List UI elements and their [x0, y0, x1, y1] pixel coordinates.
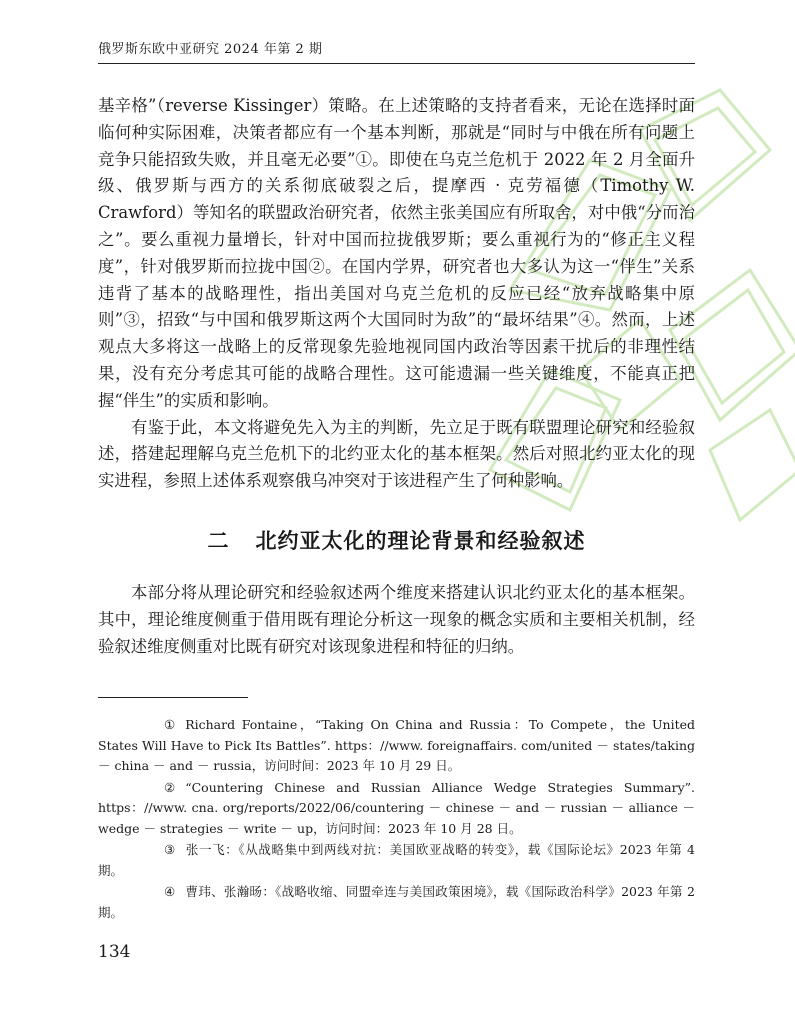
footnote-mark: ③ [164, 842, 176, 857]
running-head: 俄罗斯东欧中亚研究 2024 年第 2 期 [98, 42, 323, 57]
page-number: 134 [98, 942, 131, 962]
paragraph: 有鉴于此，本文将避免先入为主的判断，先立足于既有联盟理论研究和经验叙述，搭建起理解乌克兰危机下的北约亚太化的基本框架。然后对照北约亚太化的现实进程，参照上述体系观察俄乌冲突对于该进程产生了何种影响。 [98, 417, 695, 491]
section-number: 二 [207, 529, 230, 553]
footnote-mark: ① [164, 717, 176, 732]
paragraph: 基辛格”（reverse Kissinger）策略。在上述策略的支持者看来，无论在选择时面临何种实际困难，决策者都应有一个基本判断，那就是“同时与中俄在所有问题上竞争只能招致失败，并且毫无必要”①。即使在乌克兰危机于 2022 年 2 月全面升级、俄罗斯与西方的关系彻底破裂之后，提摩西 · 克劳福德（Timothy W. Crawford）等知名的联盟政治研究者，依然主张美国应有所取舍，对中俄“分而治之”。要么重视力量增长，针对中国而拉拢俄罗斯；要么重视行为的“修正主义程度”，针对俄罗斯而拉拢中国②。在国内学界，研究者也大多认为这一“伴生”关系违背了基本的战略理性，指出美国对乌克兰危机的反应已经“放弃战略集中原则”③，招致“与中国和俄罗斯这两个大国同时为敌”的“最坏结果”④。然而，上述观点大多将这一战略上的反常现象先验地视同国内政治等因素干扰后的非理性结果，没有充分考虑其可能的战略合理性。这可能遗漏一些关键维度，不能真正把握“伴生”的实质和影响。 [98, 96, 695, 410]
footnote-text: 张一飞：《从战略集中到两线对抗：美国欧亚战略的转变》，载《国际论坛》2023 年第 4 期。 [98, 842, 695, 878]
footnote-mark: ④ [164, 884, 176, 899]
footnote [98, 715, 695, 777]
footnote-text: “Countering Chinese and Russian Alliance Wedge Strategies Summary”. https：//www. cna. org/reports/2022/06/countering － chinese － and － russian － alliance － wedge － strategies － write － up，访问时间：2023 年 10 月 28 日。 [98, 779, 695, 836]
footnote-text: Richard Fontaine，“Taking On China and Russia：To Compete，the United States Will Have to Pick Its Battles”. https：//www. foreignaffairs. com/united － states/taking － china － and － russia，访问时间：2023 年 10 月 29 日。 [98, 717, 695, 773]
header-rule [98, 63, 695, 64]
footnote [98, 882, 695, 923]
footnotes [98, 715, 695, 924]
section-body [98, 580, 695, 660]
body-text [98, 93, 695, 495]
footnote-rule [98, 697, 248, 698]
footnote [98, 840, 695, 881]
section-title: 北约亚太化的理论背景和经验叙述 [255, 529, 586, 553]
footnote [98, 778, 695, 840]
section-heading [98, 525, 695, 555]
footnote-mark: ② [164, 779, 176, 795]
paragraph: 本部分将从理论研究和经验叙述两个维度来搭建认识北约亚太化的基本框架。其中，理论维度侧重于借用既有理论分析这一现象的概念实质和主要相关机制，经验叙述维度侧重对比既有研究对该现象进程和特征的归纳。 [98, 583, 695, 656]
footnote-text: 曹玮、张瀚旸：《战略收缩、同盟牵连与美国政策困境》，载《国际政治科学》2023 年第 2 期。 [98, 884, 695, 920]
